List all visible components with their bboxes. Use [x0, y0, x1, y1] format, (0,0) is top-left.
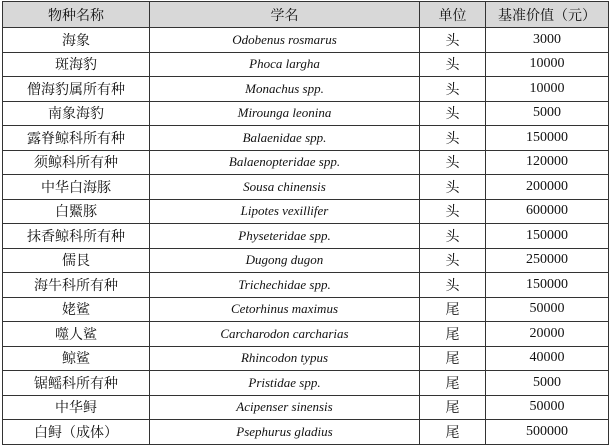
table-header — [3, 2, 609, 28]
scientific-name-cell: Trichechidae spp. — [150, 273, 420, 298]
table-row — [3, 126, 609, 151]
base-value-cell: 40000 — [486, 346, 609, 371]
scientific-name-cell: Balaenidae spp. — [150, 126, 420, 151]
base-value-cell: 150000 — [486, 273, 609, 298]
unit-cell: 头 — [420, 126, 486, 151]
header-scientific-name: 学名 — [150, 2, 420, 28]
species-name-cell: 僧海豹属所有种 — [3, 77, 150, 102]
base-value-cell: 10000 — [486, 77, 609, 102]
scientific-name-cell: Monachus spp. — [150, 77, 420, 102]
table-row — [3, 175, 609, 200]
species-name-cell: 海牛科所有种 — [3, 273, 150, 298]
table-row — [3, 273, 609, 298]
table-row — [3, 28, 609, 53]
unit-cell: 头 — [420, 77, 486, 102]
table-body — [3, 28, 609, 445]
scientific-name-cell: Odobenus rosmarus — [150, 28, 420, 53]
unit-cell: 头 — [420, 224, 486, 249]
species-name-cell: 抹香鲸科所有种 — [3, 224, 150, 249]
unit-cell: 尾 — [420, 346, 486, 371]
scientific-name-cell: Pristidae spp. — [150, 371, 420, 396]
base-value-cell: 5000 — [486, 371, 609, 396]
table-row — [3, 420, 609, 445]
table-row — [3, 224, 609, 249]
scientific-name-cell: Rhincodon typus — [150, 346, 420, 371]
species-name-cell: 露脊鲸科所有种 — [3, 126, 150, 151]
table-row — [3, 371, 609, 396]
base-value-cell: 150000 — [486, 224, 609, 249]
unit-cell: 尾 — [420, 297, 486, 322]
species-name-cell: 白鲟（成体） — [3, 420, 150, 445]
unit-cell: 头 — [420, 150, 486, 175]
species-name-cell: 中华白海豚 — [3, 175, 150, 200]
unit-cell: 尾 — [420, 322, 486, 347]
scientific-name-cell: Carcharodon carcharias — [150, 322, 420, 347]
header-base-value: 基准价值（元） — [486, 2, 609, 28]
table-row — [3, 101, 609, 126]
header-unit: 单位 — [420, 2, 486, 28]
base-value-cell: 200000 — [486, 175, 609, 200]
table-row — [3, 346, 609, 371]
scientific-name-cell: Phoca largha — [150, 52, 420, 77]
scientific-name-cell: Psephurus gladius — [150, 420, 420, 445]
species-name-cell: 中华鲟 — [3, 395, 150, 420]
species-name-cell: 锯鳐科所有种 — [3, 371, 150, 396]
unit-cell: 尾 — [420, 371, 486, 396]
species-name-cell: 南象海豹 — [3, 101, 150, 126]
species-name-cell: 白鱀豚 — [3, 199, 150, 224]
scientific-name-cell: Mirounga leonina — [150, 101, 420, 126]
unit-cell: 头 — [420, 273, 486, 298]
unit-cell: 头 — [420, 52, 486, 77]
species-name-cell: 须鲸科所有种 — [3, 150, 150, 175]
species-name-cell: 儒艮 — [3, 248, 150, 273]
unit-cell: 头 — [420, 28, 486, 53]
unit-cell: 尾 — [420, 395, 486, 420]
base-value-cell: 150000 — [486, 126, 609, 151]
scientific-name-cell: Lipotes vexillifer — [150, 199, 420, 224]
species-value-table — [2, 1, 609, 445]
base-value-cell: 600000 — [486, 199, 609, 224]
unit-cell: 头 — [420, 199, 486, 224]
species-name-cell: 姥鲨 — [3, 297, 150, 322]
header-row — [3, 2, 609, 28]
table-row — [3, 248, 609, 273]
unit-cell: 头 — [420, 101, 486, 126]
base-value-cell: 20000 — [486, 322, 609, 347]
base-value-cell: 500000 — [486, 420, 609, 445]
base-value-cell: 250000 — [486, 248, 609, 273]
table-row — [3, 150, 609, 175]
table-row — [3, 199, 609, 224]
base-value-cell: 50000 — [486, 395, 609, 420]
species-name-cell: 海象 — [3, 28, 150, 53]
species-name-cell: 噬人鲨 — [3, 322, 150, 347]
scientific-name-cell: Cetorhinus maximus — [150, 297, 420, 322]
scientific-name-cell: Acipenser sinensis — [150, 395, 420, 420]
unit-cell: 尾 — [420, 420, 486, 445]
scientific-name-cell: Dugong dugon — [150, 248, 420, 273]
table-row — [3, 77, 609, 102]
unit-cell: 头 — [420, 175, 486, 200]
scientific-name-cell: Balaenopteridae spp. — [150, 150, 420, 175]
base-value-cell: 3000 — [486, 28, 609, 53]
header-species-name: 物种名称 — [3, 2, 150, 28]
table-row — [3, 297, 609, 322]
table-row — [3, 52, 609, 77]
scientific-name-cell: Physeteridae spp. — [150, 224, 420, 249]
species-name-cell: 鲸鲨 — [3, 346, 150, 371]
species-name-cell: 斑海豹 — [3, 52, 150, 77]
base-value-cell: 50000 — [486, 297, 609, 322]
base-value-cell: 5000 — [486, 101, 609, 126]
scientific-name-cell: Sousa chinensis — [150, 175, 420, 200]
base-value-cell: 120000 — [486, 150, 609, 175]
table-row — [3, 395, 609, 420]
base-value-cell: 10000 — [486, 52, 609, 77]
table-row — [3, 322, 609, 347]
unit-cell: 头 — [420, 248, 486, 273]
